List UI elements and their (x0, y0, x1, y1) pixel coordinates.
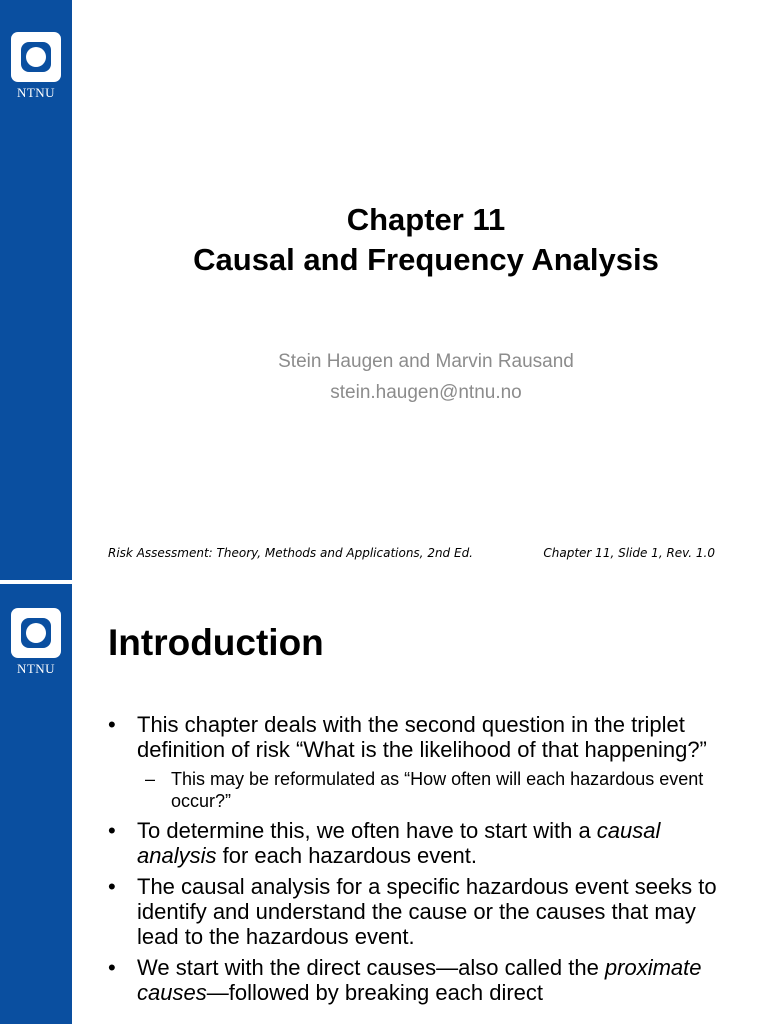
slide-title-line2: Causal and Frequency Analysis (193, 242, 659, 277)
bullet-emphasis: causal analysis (137, 818, 661, 868)
slide-heading: Introduction (108, 622, 324, 663)
slide-title-line1: Chapter 11 (346, 202, 506, 237)
bullet-emphasis: proximate causes (137, 955, 702, 1005)
footer-book-title: Risk Assessment: Theory, Methods and Applications, 2nd Ed. (108, 546, 473, 560)
bullet-marker: • (108, 955, 116, 980)
bullet-text-end: for each hazardous event. (216, 843, 477, 868)
logo-text: NTNU (16, 85, 56, 100)
bullet-text-end: —followed by breaking each direct (206, 980, 544, 1005)
bullet-text: This chapter deals with the second question in the triplet definition of risk “What is the likelihood of that happening?” (137, 712, 707, 762)
ntnu-logo (11, 32, 61, 101)
sub-bullet-text: This may be reformulated as “How often will each hazardous event occur?” (171, 769, 704, 811)
bullet-list (108, 712, 718, 1011)
bullet-item (108, 955, 718, 1005)
bullet-marker: • (108, 818, 116, 843)
footer-slide-info: Chapter 11, Slide 1, Rev. 1.0 (543, 546, 715, 560)
logo-text: NTNU (16, 661, 56, 676)
sub-bullet-marker: – (145, 769, 156, 789)
bullet-marker: • (108, 874, 116, 899)
authors: Stein Haugen and Marvin Rausand (278, 351, 574, 372)
bullet-text-start: We start with the direct causes—also called the (137, 955, 605, 980)
bullet-text: The causal analysis for a specific hazardous event seeks to identify and understand the cause or the causes that may lead to the hazardous event. (137, 874, 717, 949)
author-email: stein.haugen@ntnu.no (330, 382, 522, 403)
sub-bullet-item (108, 768, 718, 812)
introduction-slide (0, 584, 768, 1024)
bullet-item (108, 712, 718, 762)
bullet-item (108, 874, 718, 949)
bullet-item (108, 818, 718, 868)
ntnu-logo (11, 608, 61, 677)
bullet-marker: • (108, 712, 116, 737)
bullet-text-start: To determine this, we often have to start with a (137, 818, 597, 843)
